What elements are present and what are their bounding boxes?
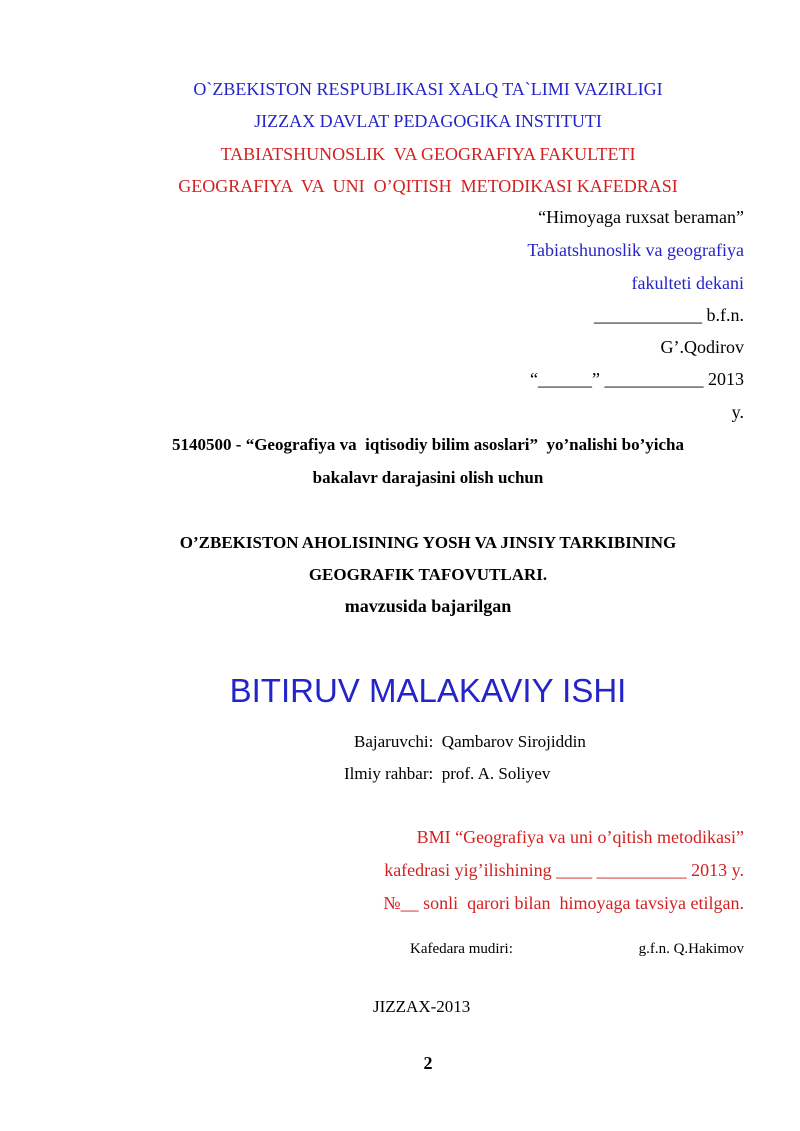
performer: Bajaruvchi: Qambarov Sirojiddin — [354, 732, 586, 751]
topic-line1: O’ZBEKISTON AHOLISINING YOSH VA JINSIY TARKIBINING — [179, 533, 677, 552]
recommendation-line2: kafedrasi yig’ilishining ____ __________ 2013 y. — [384, 860, 744, 880]
dean-signature-line: ____________ b.f.n. — [594, 305, 744, 325]
work-title: BITIRUV MALAKAVIY ISHI — [229, 672, 627, 709]
recommendation-line3: №__ sonli qarori bilan himoyaga tavsiya etilgan. — [383, 893, 744, 913]
approval-date-line: “______” ___________ 2013 — [530, 369, 744, 389]
ministry-title: O`ZBEKISTON RESPUBLIKASI XALQ TA`LIMI VAZIRLIGI — [193, 79, 663, 99]
topic-line3: mavzusida bajarilgan — [344, 596, 512, 616]
approval-year-suffix: y. — [731, 402, 744, 422]
approval-permission: “Himoyaga ruxsat beraman” — [538, 207, 744, 227]
dean-title-line1: Tabiatshunoslik va geografiya — [527, 240, 744, 260]
city-year: JIZZAX-2013 — [373, 997, 471, 1016]
topic-line2: GEOGRAFIK TAFOVUTLARI. — [308, 565, 548, 584]
department-title: GEOGRAFIYA VA UNI O’QITISH METODIKASI KAFEDRASI — [178, 176, 678, 196]
supervisor: Ilmiy rahbar: prof. A. Soliyev — [344, 764, 551, 783]
direction-line2: bakalavr darajasini olish uchun — [312, 468, 544, 487]
direction-line1: 5140500 - “Geografiya va iqtisodiy bilim asoslari” yo’nalishi bo’yicha — [172, 435, 684, 454]
institute-title: JIZZAX DAVLAT PEDAGOGIKA INSTITUTI — [254, 111, 602, 131]
dean-title-line2: fakulteti dekani — [631, 273, 744, 293]
head-of-department-label: Kafedara mudiri: — [410, 941, 513, 957]
head-of-department-name: g.f.n. Q.Hakimov — [638, 941, 744, 957]
page-number: 2 — [423, 1053, 433, 1073]
dean-name: G’.Qodirov — [660, 337, 744, 357]
faculty-title: TABIATSHUNOSLIK VA GEOGRAFIYA FAKULTETI — [220, 144, 636, 164]
recommendation-line1: BMI “Geografiya va uni o’qitish metodikasi” — [416, 827, 744, 847]
